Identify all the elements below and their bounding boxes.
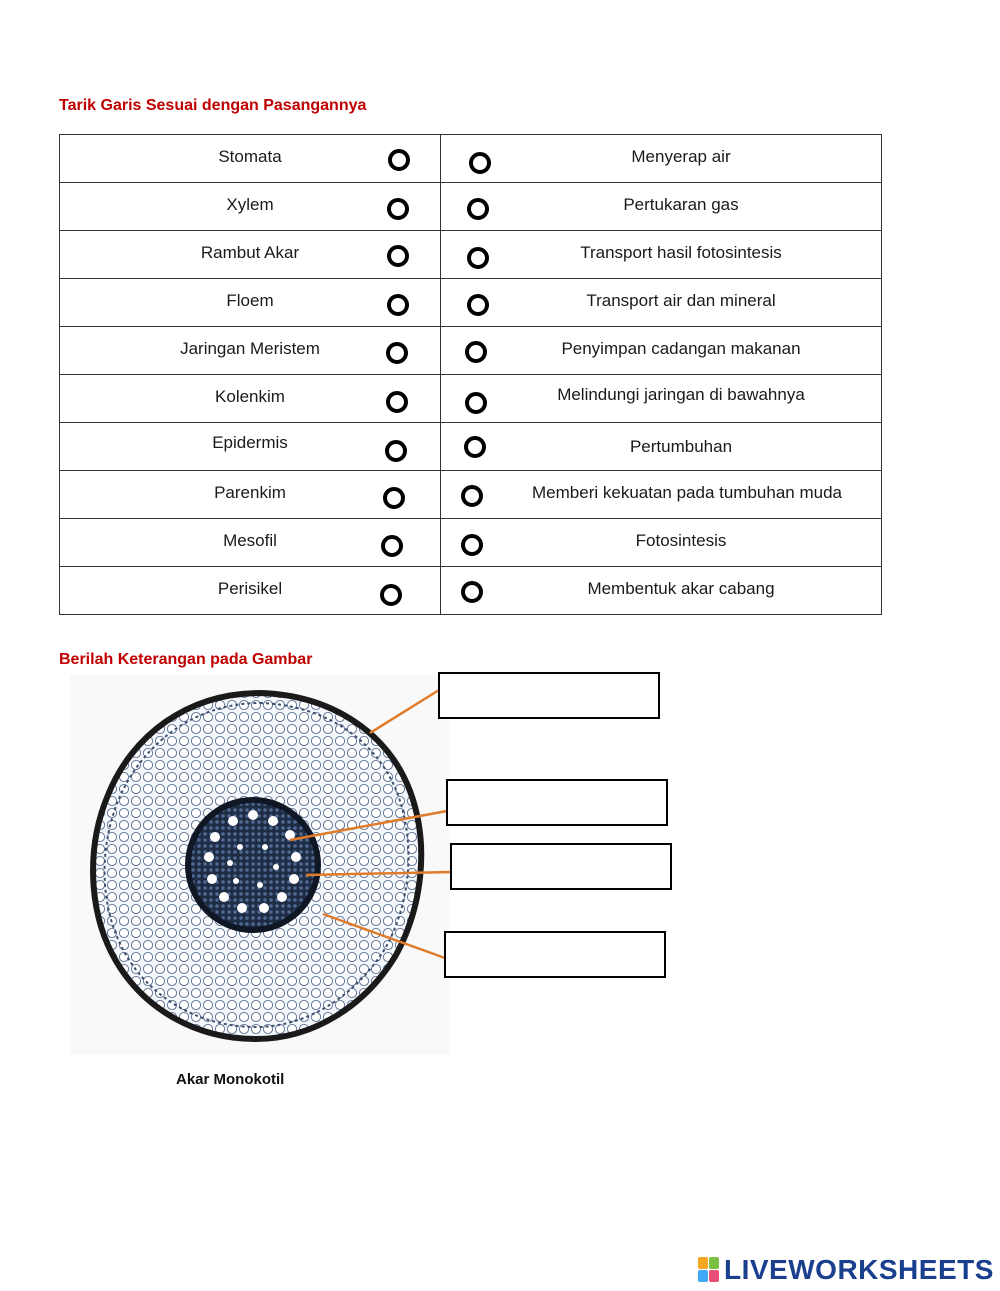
right-definition: Transport hasil fotosintesis xyxy=(580,243,782,262)
brand-name: LIVEWORKSHEETS xyxy=(724,1254,994,1285)
table-row xyxy=(60,423,882,471)
right-definition: Penyimpan cadangan makanan xyxy=(561,339,801,358)
right-definition: Pertumbuhan xyxy=(629,437,733,456)
section-title-labeling: Berilah Keterangan pada Gambar xyxy=(59,651,313,668)
left-connector-dot[interactable] xyxy=(388,149,410,171)
left-connector-dot[interactable] xyxy=(385,440,407,462)
left-connector-dot[interactable] xyxy=(387,198,409,220)
right-definition: Melindungi jaringan di bawahnya xyxy=(557,385,805,404)
label-answer-box-phloem[interactable] xyxy=(450,843,672,890)
left-term: Epidermis xyxy=(212,433,288,452)
left-term: Jaringan Meristem xyxy=(180,339,320,358)
table-row xyxy=(60,279,882,327)
table-row xyxy=(60,471,882,519)
label-answer-box-xylem[interactable] xyxy=(446,779,668,826)
left-connector-dot[interactable] xyxy=(387,245,409,267)
table-row xyxy=(60,375,882,423)
table-row xyxy=(60,183,882,231)
liveworksheets-icon xyxy=(698,1257,720,1283)
left-connector-dot[interactable] xyxy=(386,391,408,413)
table-row xyxy=(60,327,882,375)
right-definition: Membentuk akar cabang xyxy=(587,579,775,598)
section-title-matching: Tarik Garis Sesuai dengan Pasangannya xyxy=(59,97,367,114)
liveworksheets-logo xyxy=(698,1255,994,1285)
left-connector-dot[interactable] xyxy=(380,584,402,606)
right-definition: Memberi kekuatan pada tumbuhan muda xyxy=(532,483,842,502)
table-row xyxy=(60,135,882,183)
left-term: Floem xyxy=(226,291,274,310)
matching-table xyxy=(59,134,882,615)
left-term: Mesofil xyxy=(223,531,277,550)
right-definition: Fotosintesis xyxy=(635,531,727,550)
right-connector-dot[interactable] xyxy=(461,485,483,507)
left-connector-dot[interactable] xyxy=(386,342,408,364)
left-connector-dot[interactable] xyxy=(383,487,405,509)
left-term: Xylem xyxy=(226,195,274,214)
right-connector-dot[interactable] xyxy=(461,534,483,556)
figure-caption: Akar Monokotil xyxy=(176,1071,285,1088)
left-term: Perisikel xyxy=(217,579,283,598)
left-connector-dot[interactable] xyxy=(381,535,403,557)
monocot-root-cross-section-image xyxy=(70,675,450,1055)
left-term: Rambut Akar xyxy=(200,243,300,262)
table-row xyxy=(60,567,882,615)
left-term: Kolenkim xyxy=(215,387,285,406)
right-definition: Transport air dan mineral xyxy=(586,291,776,310)
label-answer-box-endodermis[interactable] xyxy=(444,931,666,978)
table-row xyxy=(60,519,882,567)
left-term: Parenkim xyxy=(214,483,286,502)
right-definition: Menyerap air xyxy=(631,147,731,166)
table-row xyxy=(60,231,882,279)
label-answer-box-epidermis[interactable] xyxy=(438,672,660,719)
left-term: Stomata xyxy=(218,147,282,166)
left-connector-dot[interactable] xyxy=(387,294,409,316)
right-connector-dot[interactable] xyxy=(461,581,483,603)
right-definition: Pertukaran gas xyxy=(623,195,739,214)
